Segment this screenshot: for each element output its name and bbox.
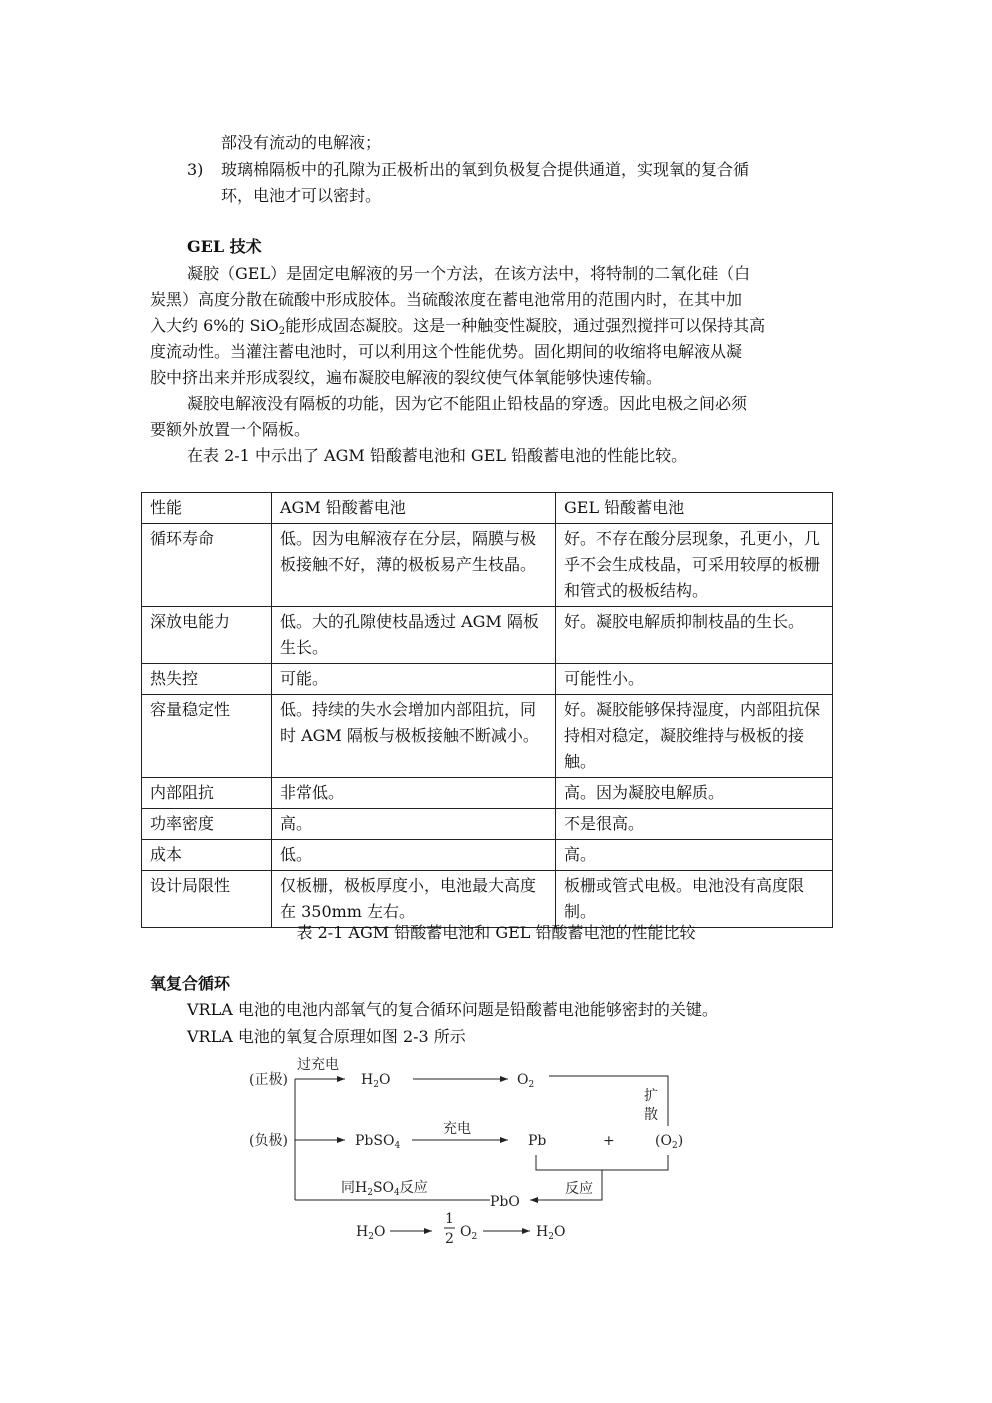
table-cell: 仅板栅，极板厚度小，电池最大高度在 350mm 左右。: [272, 871, 556, 928]
table-cell: 低。: [272, 840, 556, 871]
text-line: VRLA 电池的电池内部氧气的复合循环问题是铅酸蓄电池能够密封的关键。: [187, 1000, 718, 1019]
negative-label: (负极): [249, 1133, 288, 1149]
plus-sign: +: [603, 1133, 615, 1149]
text-line: 玻璃棉隔板中的孔隙为正极析出的氧到负极复合提供通道，实现氧的复合循: [221, 160, 750, 179]
text-line: 部没有流动的电解液；: [221, 133, 382, 152]
table-cell: 低。大的孔隙使枝晶透过 AGM 隔板生长。: [272, 607, 556, 664]
table-cell: 可能。: [272, 664, 556, 695]
table-cell: 循环寿命: [142, 524, 272, 607]
positive-label: (正极): [249, 1072, 288, 1088]
table-cell: 高。: [272, 809, 556, 840]
table-cell: 低。因为电解液存在分层，隔膜与极板接触不好，薄的极板易产生枝晶。: [272, 524, 556, 607]
table-cell: 高。因为凝胶电解质。: [556, 778, 833, 809]
o2-label: $O_2$: [517, 1072, 535, 1090]
text-line: 凝胶电解液没有隔板的功能，因为它不能阻止铅枝晶的穿透。因此电极之间必须: [187, 394, 748, 413]
table-cell: 好。凝胶能够保持湿度，内部阻抗保持相对稳定，凝胶维持与极板的接触。: [556, 695, 833, 778]
flow-line: [536, 1155, 668, 1170]
h2so4-reaction-label: 同$H_2SO_4$反应: [341, 1180, 428, 1198]
table-cell: 热失控: [142, 664, 272, 695]
equation-h2o-left: $H_2O$: [356, 1224, 386, 1242]
equation-h2o-right: $H_2O$: [536, 1224, 566, 1242]
table-header-cell: GEL 铅酸蓄电池: [556, 493, 833, 524]
pbso4-label: PbSO$_4$: [355, 1133, 401, 1151]
table-cell: 低。持续的失水会增加内部阻抗，同时 AGM 隔板与极板接触不断减小。: [272, 695, 556, 778]
table-cell: 深放电能力: [142, 607, 272, 664]
charge-label: 充电: [443, 1121, 471, 1137]
text-line: 炭黑）高度分散在硫酸中形成胶体。当硫酸浓度在蓄电池常用的范围内时，在其中加: [150, 290, 743, 309]
equation-denominator: 2: [445, 1231, 454, 1247]
text-fragment: 入大约 6%的 SiO: [150, 316, 279, 335]
diffuse-label: 扩: [644, 1088, 658, 1104]
text-line: 凝胶（GEL）是固定电解液的另一个方法，在该方法中，将特制的二氧化硅（白: [187, 264, 751, 283]
table-cell: 容量稳定性: [142, 695, 272, 778]
pbo-label: PbO: [490, 1194, 520, 1210]
equation-numerator: 1: [445, 1211, 454, 1227]
text-line: 度流动性。当灌注蓄电池时，可以利用这个性能优势。固化期间的收缩将电解液从凝: [150, 342, 743, 361]
gel-heading: GEL 技术: [187, 237, 262, 256]
table-caption: 表 2-1 AGM 铅酸蓄电池和 GEL 铅酸蓄电池的性能比较: [296, 923, 696, 942]
table-cell: 可能性小。: [556, 664, 833, 695]
equation-o2: $O_2$: [460, 1224, 478, 1242]
text-line: 在表 2-1 中示出了 AGM 铅酸蓄电池和 GEL 铅酸蓄电池的性能比较。: [187, 446, 688, 465]
table-header-cell: 性能: [142, 493, 272, 524]
table-cell: 内部阻抗: [142, 778, 272, 809]
text-line: 环，电池才可以密封。: [221, 186, 382, 205]
table-cell: 成本: [142, 840, 272, 871]
o2-paren-label: $(O_2)$: [655, 1133, 684, 1151]
table-cell: 高。: [556, 840, 833, 871]
text-fragment: 能形成固态凝胶。这是一种触变性凝胶，通过强烈搅拌可以保持其高: [285, 316, 766, 335]
text-line: 要额外放置一个隔板。: [150, 420, 311, 439]
table-cell: 板栅或管式电极。电池没有高度限制。: [556, 871, 833, 928]
oxygen-heading: 氧复合循环: [150, 974, 231, 993]
overcharge-label: 过充电: [297, 1057, 339, 1073]
table-cell: 好。凝胶电解质抑制枝晶的生长。: [556, 607, 833, 664]
diffuse-label: 散: [644, 1107, 658, 1123]
table-cell: 不是很高。: [556, 809, 833, 840]
table-cell: 好。不存在酸分层现象，孔更小，几乎不会生成枝晶，可采用较厚的板栅和管式的极板结构。: [556, 524, 833, 607]
subscript: 2: [278, 326, 286, 337]
text-line: 胶中挤出来并形成裂纹，遍布凝胶电解液的裂纹使气体氧能够快速传输。: [150, 368, 663, 387]
table-cell: 功率密度: [142, 809, 272, 840]
pb-label: Pb: [528, 1133, 547, 1149]
table-cell: 设计局限性: [142, 871, 272, 928]
h2o-label: $H_2O$: [361, 1072, 391, 1090]
reaction-label: 反应: [565, 1181, 593, 1197]
table-cell: 非常低。: [272, 778, 556, 809]
table-header-cell: AGM 铅酸蓄电池: [272, 493, 556, 524]
text-line: VRLA 电池的氧复合原理如图 2-3 所示: [187, 1027, 466, 1046]
list-number: 3): [187, 160, 204, 179]
